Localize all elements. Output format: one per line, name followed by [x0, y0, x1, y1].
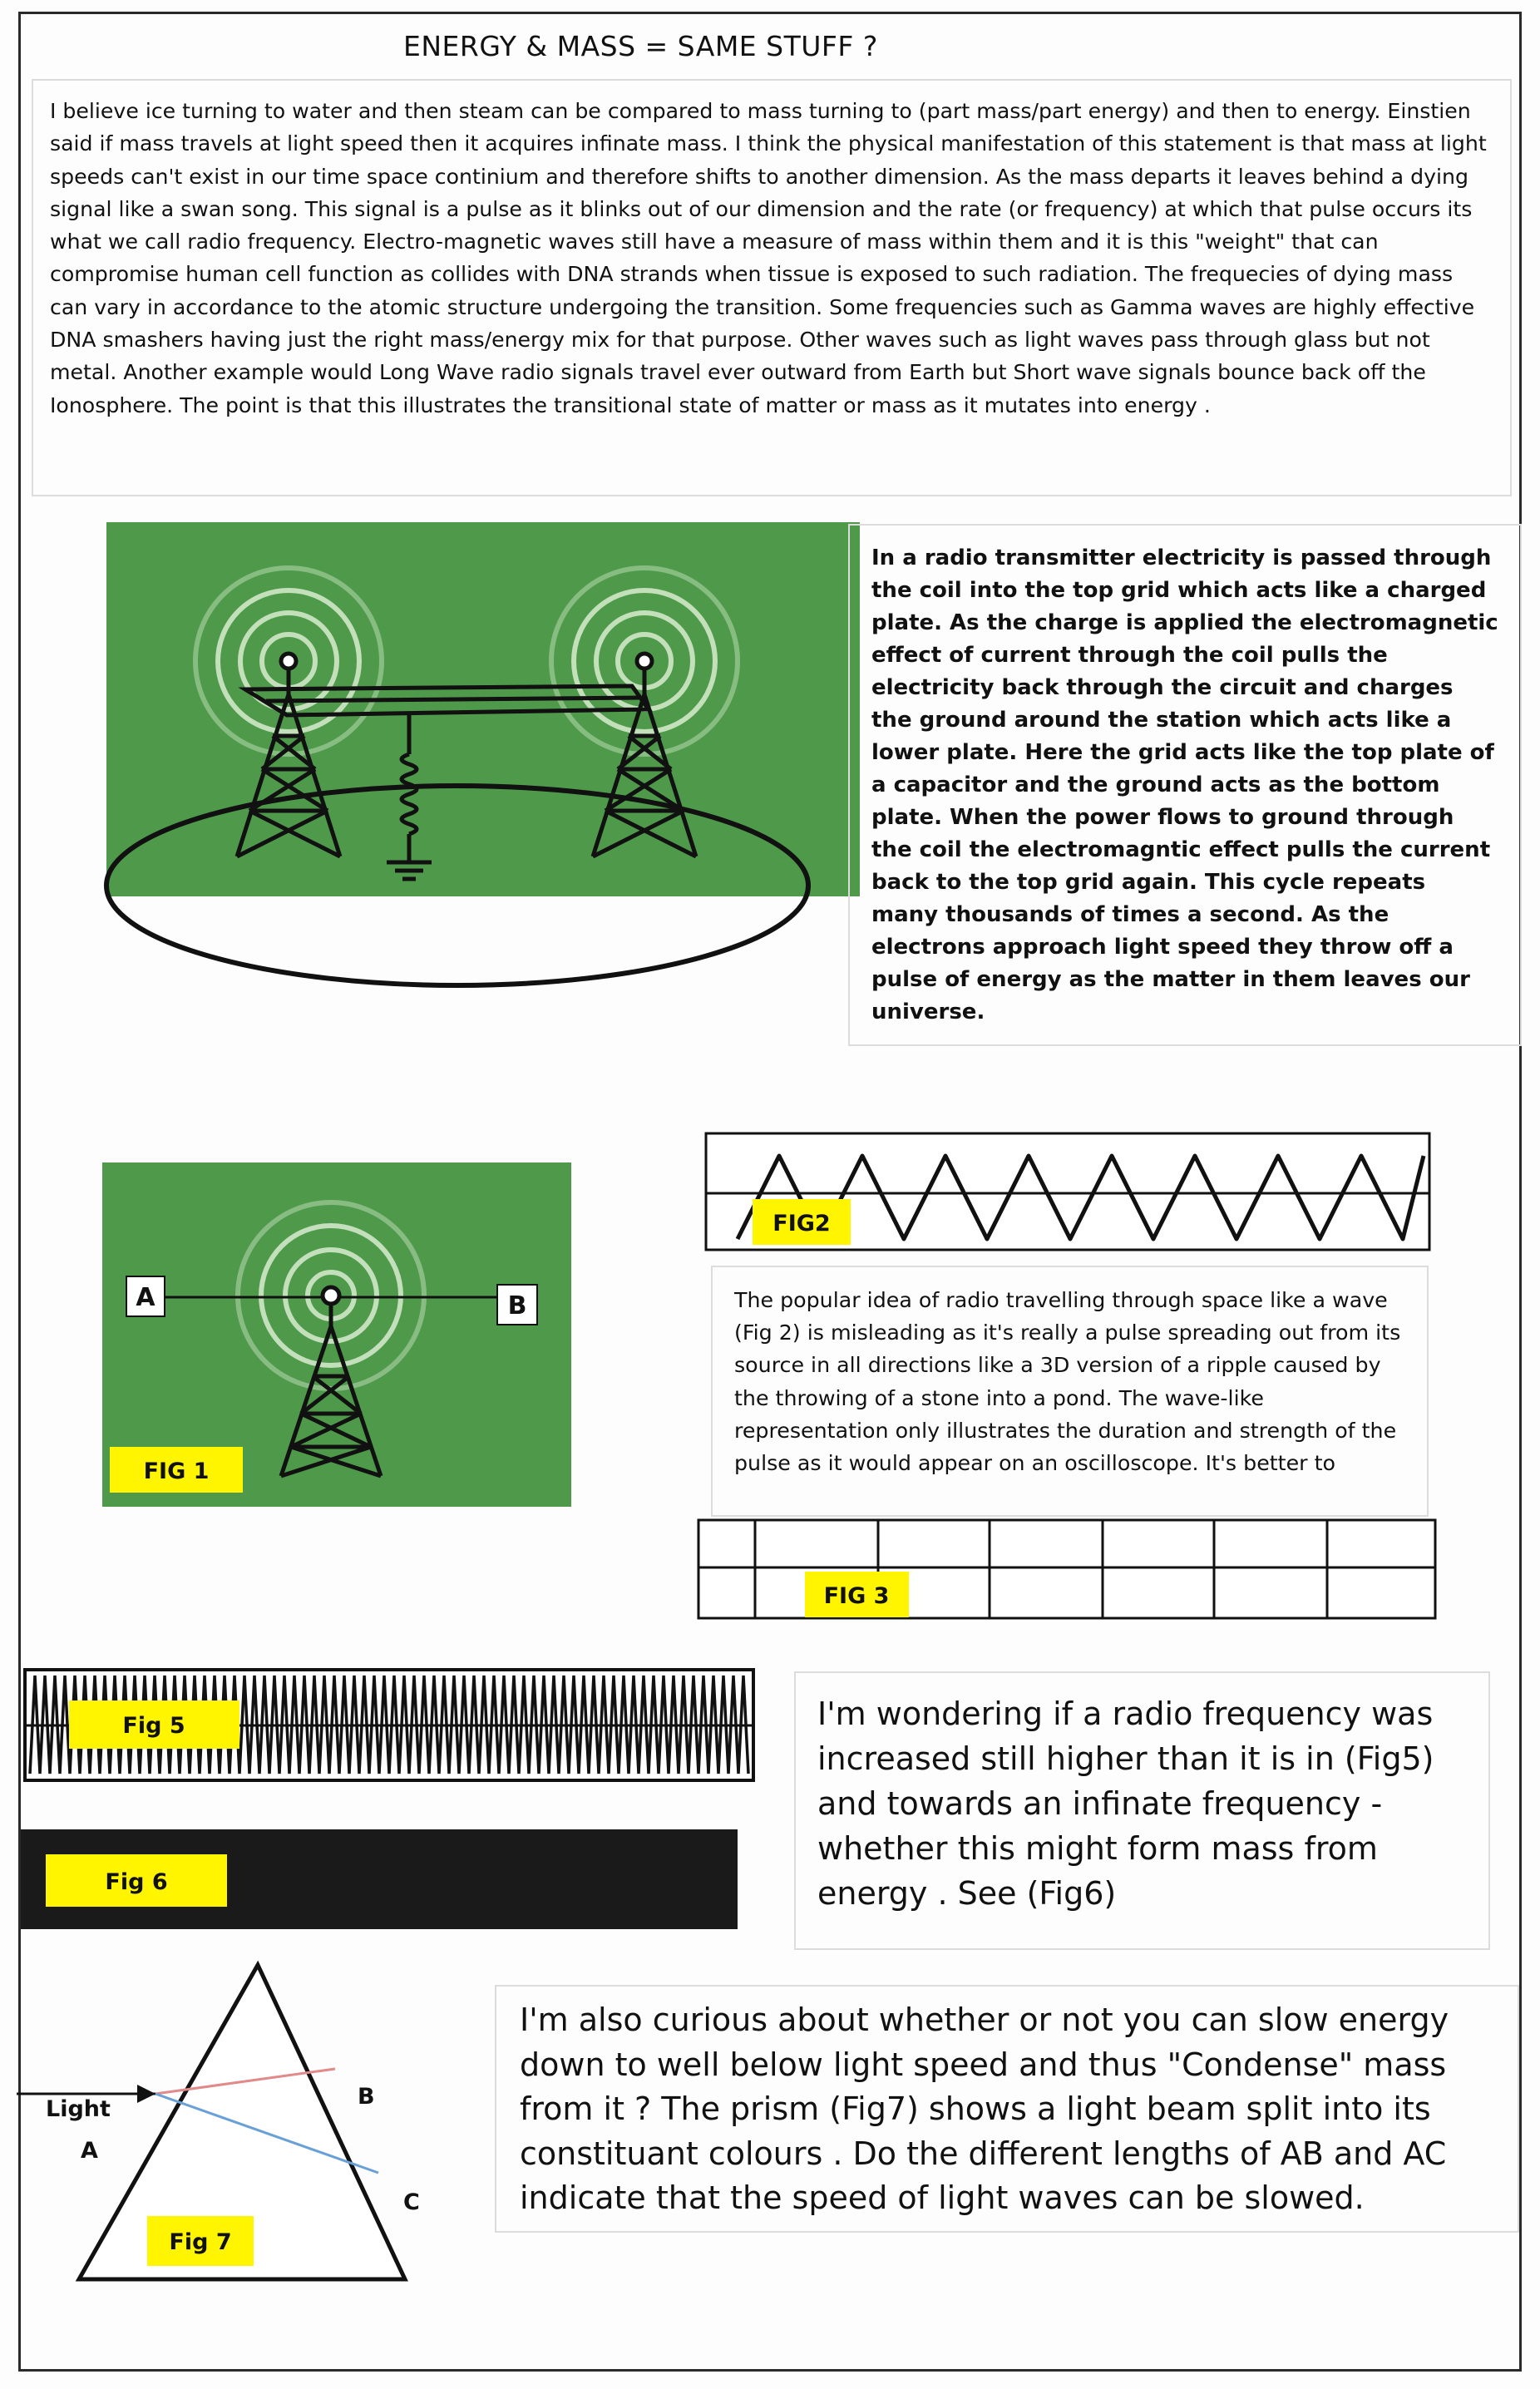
- fig5-high-frequency-wave: [23, 1667, 755, 1784]
- fig1-label: FIG 1: [143, 1459, 210, 1484]
- fig2-wave-diagram: [704, 1131, 1431, 1256]
- radio-transmitter-explanation: In a radio transmitter electricity is passed through the coil into the top grid which acts like a charged plate. As the charge is applied the electromagnetic effect of current through the coil pulls the electricity back through the circuit and charges the ground around the station which acts like a lower plate. Here the grid acts like the top plate of a capacitor and the ground acts as the bottom plate. When the power flows to ground through the coil the electromagntic effect pulls the current back to the top grid again. This cycle repeats many thousands of times a second. As the electrons approach light speed they throw off a pulse of energy as the matter in them leaves our universe.: [848, 524, 1522, 1046]
- fig7-label: Fig 7: [169, 2229, 232, 2255]
- fig5-label: Fig 5: [122, 1713, 185, 1739]
- intro-paragraph: I believe ice turning to water and then steam can be compared to mass turning to (part mass/part energy) and then to energy. Einstien said if mass travels at light speed then it acquires infinate mass. I think the physical manifestation of this statement is that mass at light speeds can't exist in our time space continium and therefore shifts to another dimension. As the mass departs it leaves behind a dying signal like a swan song. This signal is a pulse as it blinks out of our dimension and the rate (or frequency) at which that pulse occurs its what we call radio frequency. Electro-magnetic waves still have a measure of mass within them and it is this "weight" that can compromise human cell function as collides with DNA strands when tissue is exposed to such radiation. The frequecies of dying mass can vary in accordance to the atomic structure undergoing the transition. Some frequencies such as Gamma waves are highly effective DNA smashers having just the right mass/energy mix for that purpose. Other waves such as light waves pass through glass but not metal. Another example would Long Wave radio signals travel ever outward from Earth but Short wave signals bounce back off the Ionosphere. The point is that this illustrates the transitional state of matter or mass as it mutates into energy .: [32, 79, 1512, 496]
- pulse-explanation: The popular idea of radio travelling through space like a wave (Fig 2) is misleading as it's really a pulse spreading out from its source in all directions like a 3D version of a ripple caused by the throwing of a stone into a pond. The wave-like representation only illustrates the duration and strength of the pulse as it would appear on an oscilloscope. It's better to: [711, 1266, 1429, 1517]
- fig1-tower-diagram: [100, 1160, 574, 1509]
- prism-point-c: C: [403, 2189, 420, 2215]
- fig1-label-b: B: [507, 1291, 527, 1320]
- fig1-label-a: A: [136, 1283, 155, 1312]
- fig2-label: FIG2: [772, 1211, 831, 1236]
- prism-light-label: Light: [46, 2096, 111, 2122]
- light-speed-question: I'm also curious about whether or not you can slow energy down to well below light speed and thus "Condense" mass from it ? The prism (Fig7) shows a light beam split into its constituant colours . Do the different lengths of AB and AC indicate that the speed of light waves can be slowed.: [495, 1985, 1519, 2233]
- fig3-label: FIG 3: [823, 1583, 890, 1609]
- fig3-pulse-grid: [697, 1518, 1437, 1621]
- radio-transmitter-illustration: [100, 520, 865, 919]
- prism-point-a: A: [81, 2138, 98, 2164]
- fig6-solid-block: [21, 1829, 738, 1929]
- prism-point-b: B: [358, 2084, 375, 2110]
- frequency-question: I'm wondering if a radio frequency was increased still higher than it is in (Fig5) and towards an infinate frequency - whether this might form mass from energy . See (Fig6): [794, 1671, 1490, 1950]
- fig7-prism-diagram: [12, 1958, 478, 2291]
- fig6-label: Fig 6: [105, 1869, 168, 1895]
- page-title: ENERGY & MASS = SAME STUFF ?: [403, 30, 878, 62]
